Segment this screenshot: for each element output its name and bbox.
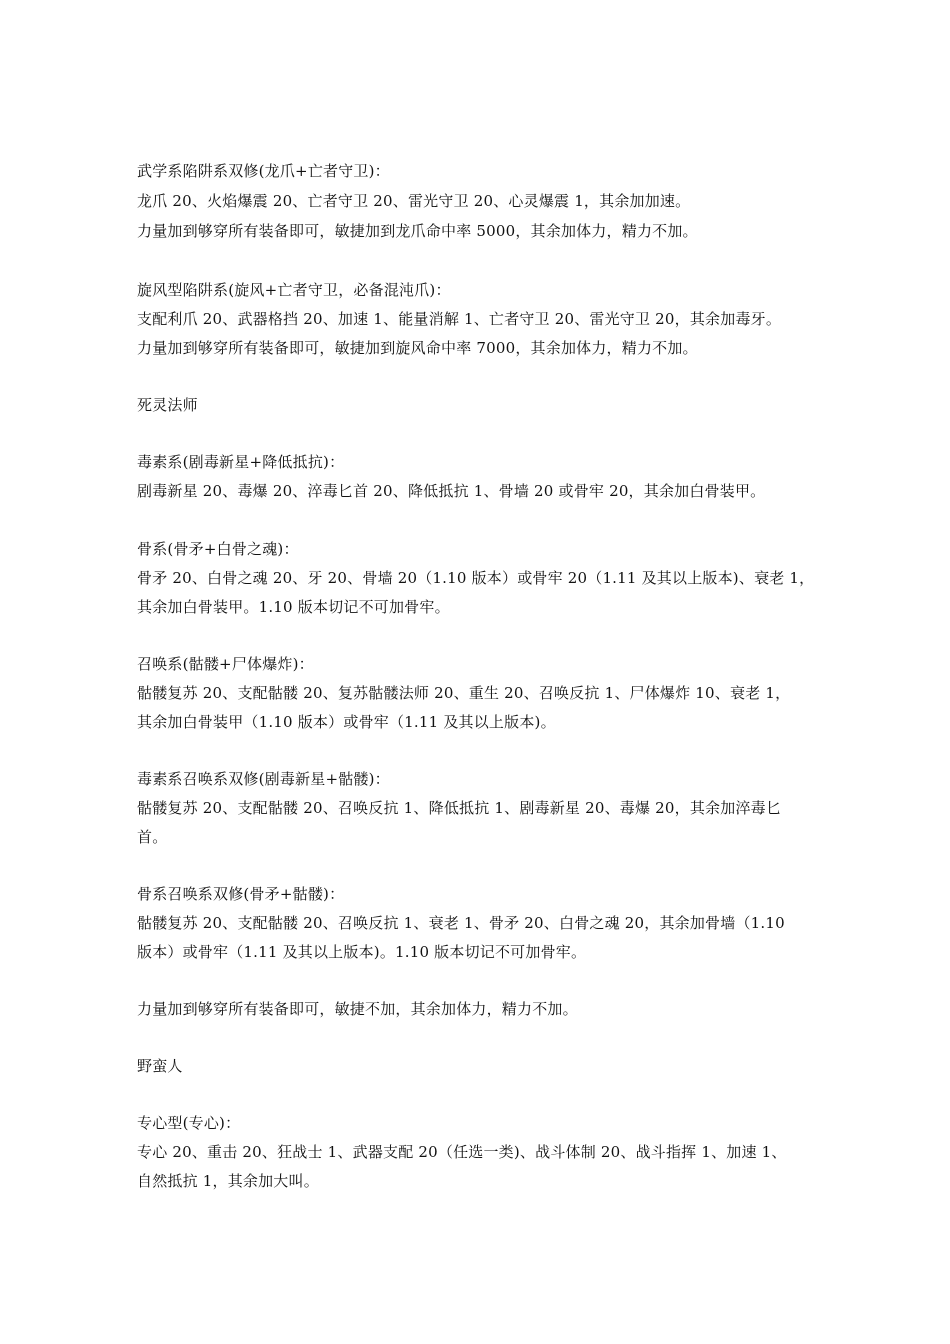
paragraph-line: 自然抵抗 1，其余加大叫。	[137, 1172, 319, 1190]
section-heading-concentrate: 专心型(专心)：	[137, 1114, 241, 1132]
paragraph-line: 骨矛 20、白骨之魂 20、牙 20、骨墙 20（1.10 版本）或骨牢 20（1.11 及其以上版本)、衰老 1，	[137, 569, 815, 587]
section-heading-poison: 毒素系(剧毒新星+降低抵抗)：	[137, 453, 345, 471]
paragraph-line: 其余加白骨装甲（1.10 版本）或骨牢（1.11 及其以上版本)。	[137, 713, 556, 731]
paragraph-line: 力量加到够穿所有装备即可，敏捷加到龙爪命中率 5000，其余加体力，精力不加。	[137, 222, 698, 240]
paragraph-line: 骷髅复苏 20、支配骷髅 20、复苏骷髅法师 20、重生 20、召唤反抗 1、尸体爆炸 10、衰老 1，	[137, 684, 791, 702]
paragraph-line: 其余加白骨装甲。1.10 版本切记不可加骨牢。	[137, 598, 450, 616]
section-heading-summon: 召唤系(骷髅+尸体爆炸)：	[137, 655, 314, 673]
paragraph-line: 骷髅复苏 20、支配骷髅 20、召唤反抗 1、衰老 1、骨矛 20、白骨之魂 20，其余加骨墙（1.10	[137, 914, 785, 932]
paragraph-line: 剧毒新星 20、毒爆 20、淬毒匕首 20、降低抵抗 1、骨墙 20 或骨牢 20，其余加白骨装甲。	[137, 482, 766, 500]
section-heading-bone: 骨系(骨矛+白骨之魂)：	[137, 540, 299, 558]
paragraph-line: 龙爪 20、火焰爆震 20、亡者守卫 20、雷光守卫 20、心灵爆震 1，其余加加速。	[137, 192, 691, 210]
paragraph-line: 首。	[137, 828, 168, 846]
section-heading-martial-trap: 武学系陷阱系双修(龙爪+亡者守卫)：	[137, 162, 390, 180]
section-heading-bone-summon: 骨系召唤系双修(骨矛+骷髅)：	[137, 885, 345, 903]
section-heading-poison-summon: 毒素系召唤系双修(剧毒新星+骷髅)：	[137, 770, 390, 788]
paragraph-line: 骷髅复苏 20、支配骷髅 20、召唤反抗 1、降低抵抗 1、剧毒新星 20、毒爆 20，其余加淬毒匕	[137, 799, 782, 817]
class-heading-barbarian: 野蛮人	[137, 1057, 183, 1075]
paragraph-line: 版本）或骨牢（1.11 及其以上版本)。1.10 版本切记不可加骨牢。	[137, 943, 587, 961]
section-heading-whirlwind-trap: 旋风型陷阱系(旋风+亡者守卫，必备混沌爪)：	[137, 281, 451, 299]
paragraph-line: 支配利爪 20、武器格挡 20、加速 1、能量消解 1、亡者守卫 20、雷光守卫 20，其余加毒牙。	[137, 310, 782, 328]
paragraph-line: 专心 20、重击 20、狂战士 1、武器支配 20（任选一类)、战斗体制 20、战斗指挥 1、加速 1、	[137, 1143, 787, 1161]
paragraph-line: 力量加到够穿所有装备即可，敏捷不加，其余加体力，精力不加。	[137, 1000, 578, 1018]
paragraph-line: 力量加到够穿所有装备即可，敏捷加到旋风命中率 7000，其余加体力，精力不加。	[137, 339, 698, 357]
class-heading-necromancer: 死灵法师	[137, 396, 198, 414]
